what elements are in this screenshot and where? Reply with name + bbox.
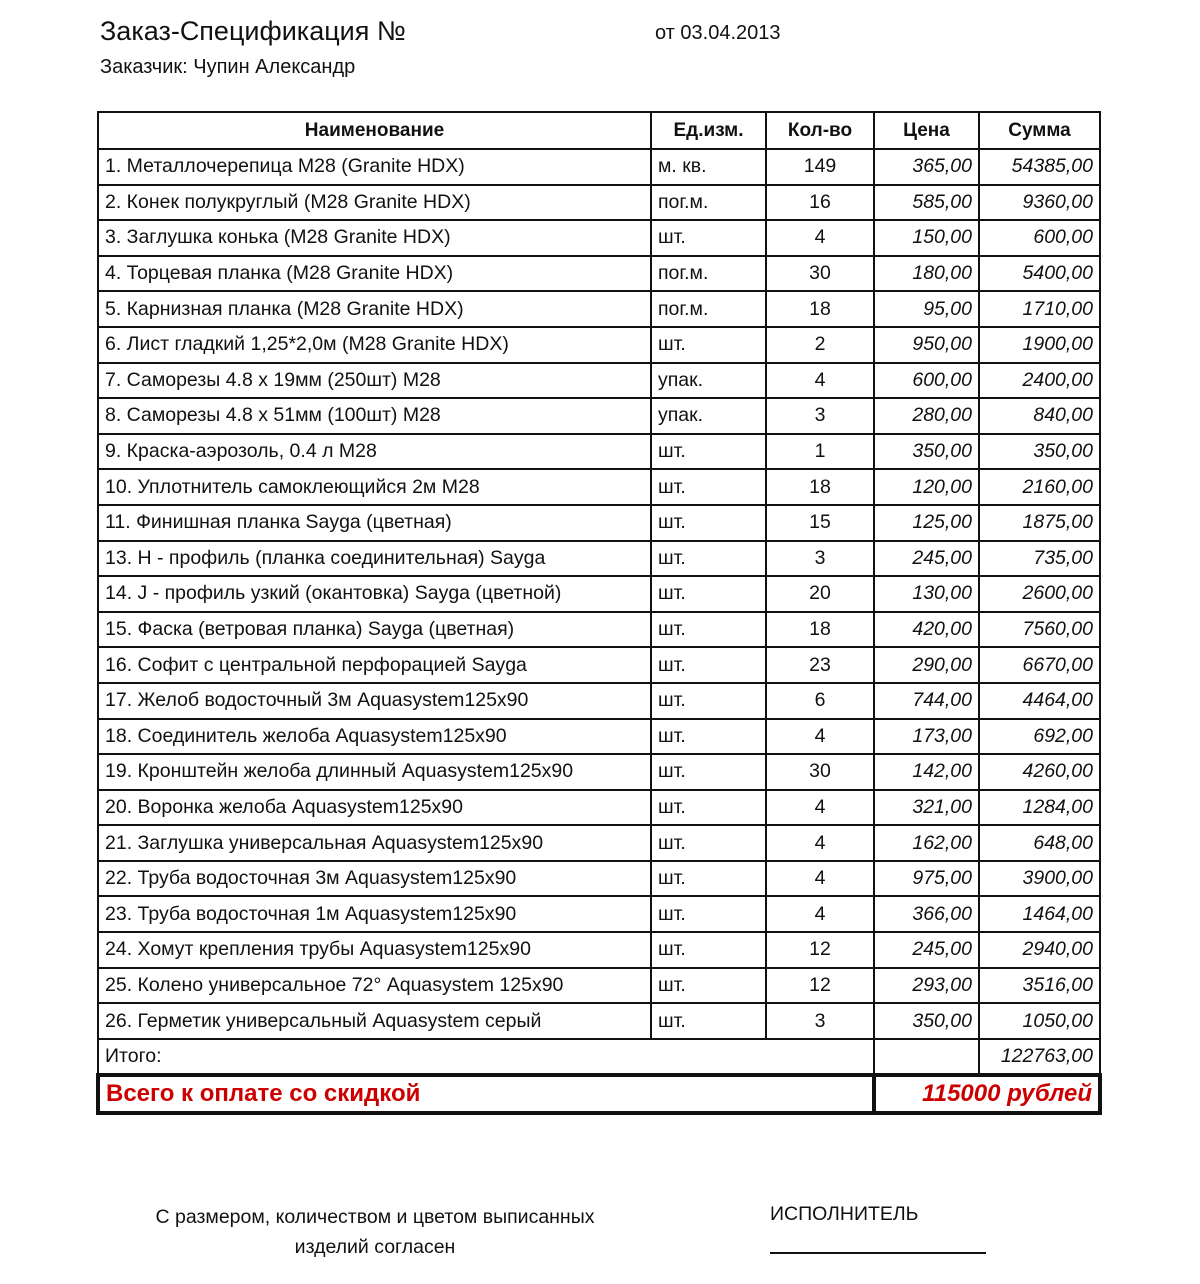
table-row <box>98 1003 1100 1039</box>
table-row <box>98 932 1100 968</box>
table-row <box>98 398 1100 434</box>
item-qty: 1 <box>766 434 874 470</box>
total-row <box>98 1039 1100 1076</box>
item-price: 95,00 <box>874 291 979 327</box>
item-unit: шт. <box>651 220 766 256</box>
item-unit: шт. <box>651 541 766 577</box>
item-sum: 2400,00 <box>979 363 1100 399</box>
item-price: 120,00 <box>874 469 979 505</box>
table-body <box>98 149 1100 1039</box>
item-qty: 18 <box>766 469 874 505</box>
item-price: 600,00 <box>874 363 979 399</box>
item-qty: 18 <box>766 612 874 648</box>
table-row <box>98 434 1100 470</box>
item-name: 11. Финишная планка Sayga (цветная) <box>98 505 651 541</box>
item-name: 26. Герметик универсальный Aquasystem серый <box>98 1003 651 1039</box>
table-row <box>98 861 1100 897</box>
item-name: 21. Заглушка универсальная Aquasystem125x90 <box>98 825 651 861</box>
item-qty: 4 <box>766 825 874 861</box>
item-unit: пог.м. <box>651 291 766 327</box>
item-name: 7. Саморезы 4.8 х 19мм (250шт) М28 <box>98 363 651 399</box>
item-qty: 3 <box>766 1003 874 1039</box>
column-header-unit: Ед.изм. <box>651 112 766 149</box>
item-unit: шт. <box>651 647 766 683</box>
item-sum: 2600,00 <box>979 576 1100 612</box>
item-name: 3. Заглушка конька (М28 Granite HDX) <box>98 220 651 256</box>
item-unit: упак. <box>651 398 766 434</box>
table-row <box>98 291 1100 327</box>
table-row <box>98 149 1100 185</box>
item-unit: пог.м. <box>651 185 766 221</box>
item-qty: 3 <box>766 398 874 434</box>
item-unit: шт. <box>651 434 766 470</box>
item-sum: 840,00 <box>979 398 1100 434</box>
item-name: 25. Колено универсальное 72° Aquasystem 125x90 <box>98 968 651 1004</box>
item-unit: шт. <box>651 469 766 505</box>
item-sum: 1875,00 <box>979 505 1100 541</box>
item-sum: 4260,00 <box>979 754 1100 790</box>
item-sum: 1050,00 <box>979 1003 1100 1039</box>
item-unit: шт. <box>651 754 766 790</box>
item-unit: шт. <box>651 790 766 826</box>
table-row <box>98 647 1100 683</box>
column-header-price: Цена <box>874 112 979 149</box>
item-name: 20. Воронка желоба Aquasystem125x90 <box>98 790 651 826</box>
item-name: 15. Фаска (ветровая планка) Sayga (цветная) <box>98 612 651 648</box>
total-label: Итого: <box>98 1039 766 1076</box>
table-row <box>98 683 1100 719</box>
table-row <box>98 896 1100 932</box>
item-sum: 54385,00 <box>979 149 1100 185</box>
item-qty: 4 <box>766 861 874 897</box>
item-name: 2. Конек полукруглый (М28 Granite HDX) <box>98 185 651 221</box>
item-sum: 6670,00 <box>979 647 1100 683</box>
customer-name: Заказчик: Чупин Александр <box>100 56 356 78</box>
discount-value: 115000 рублей <box>874 1075 1100 1113</box>
item-unit: шт. <box>651 612 766 648</box>
item-name: 23. Труба водосточная 1м Aquasystem125x90 <box>98 896 651 932</box>
discount-row <box>98 1075 1100 1113</box>
table-row <box>98 505 1100 541</box>
item-sum: 7560,00 <box>979 612 1100 648</box>
signature-line <box>770 1252 986 1254</box>
executor-label: ИСПОЛНИТЕЛЬ <box>770 1203 919 1225</box>
total-spacer <box>766 1039 874 1076</box>
item-unit: шт. <box>651 1003 766 1039</box>
table-row <box>98 541 1100 577</box>
item-price: 290,00 <box>874 647 979 683</box>
item-sum: 1710,00 <box>979 291 1100 327</box>
item-sum: 5400,00 <box>979 256 1100 292</box>
document-title: Заказ-Спецификация № <box>100 16 406 46</box>
table-row <box>98 754 1100 790</box>
table-row <box>98 576 1100 612</box>
item-name: 8. Саморезы 4.8 х 51мм (100шт) М28 <box>98 398 651 434</box>
item-unit: шт. <box>651 861 766 897</box>
item-qty: 23 <box>766 647 874 683</box>
table-row <box>98 790 1100 826</box>
agreement-text <box>120 1202 630 1262</box>
item-sum: 1284,00 <box>979 790 1100 826</box>
item-sum: 9360,00 <box>979 185 1100 221</box>
column-header-qty: Кол-во <box>766 112 874 149</box>
item-unit: шт. <box>651 932 766 968</box>
item-price: 245,00 <box>874 932 979 968</box>
item-unit: шт. <box>651 327 766 363</box>
item-price: 173,00 <box>874 719 979 755</box>
item-unit: шт. <box>651 968 766 1004</box>
item-sum: 600,00 <box>979 220 1100 256</box>
item-qty: 30 <box>766 256 874 292</box>
item-unit: пог.м. <box>651 256 766 292</box>
item-unit: шт. <box>651 896 766 932</box>
item-name: 18. Соединитель желоба Aquasystem125x90 <box>98 719 651 755</box>
item-sum: 648,00 <box>979 825 1100 861</box>
item-price: 125,00 <box>874 505 979 541</box>
item-qty: 30 <box>766 754 874 790</box>
item-qty: 149 <box>766 149 874 185</box>
item-unit: шт. <box>651 719 766 755</box>
item-name: 16. Софит с центральной перфорацией Sayga <box>98 647 651 683</box>
table-row <box>98 256 1100 292</box>
item-qty: 4 <box>766 790 874 826</box>
item-name: 9. Краска-аэрозоль, 0.4 л М28 <box>98 434 651 470</box>
item-qty: 15 <box>766 505 874 541</box>
item-price: 180,00 <box>874 256 979 292</box>
table-row <box>98 469 1100 505</box>
item-name: 17. Желоб водосточный 3м Aquasystem125x90 <box>98 683 651 719</box>
item-sum: 1900,00 <box>979 327 1100 363</box>
item-price: 365,00 <box>874 149 979 185</box>
table-row <box>98 363 1100 399</box>
item-name: 5. Карнизная планка (М28 Granite HDX) <box>98 291 651 327</box>
agreement-line-2: изделий согласен <box>294 1236 456 1258</box>
table-row <box>98 968 1100 1004</box>
column-header-name: Наименование <box>98 112 651 149</box>
table-row <box>98 220 1100 256</box>
total-value: 122763,00 <box>979 1039 1100 1076</box>
item-qty: 2 <box>766 327 874 363</box>
table-row <box>98 825 1100 861</box>
item-qty: 3 <box>766 541 874 577</box>
item-price: 950,00 <box>874 327 979 363</box>
item-qty: 4 <box>766 896 874 932</box>
item-sum: 2940,00 <box>979 932 1100 968</box>
item-qty: 4 <box>766 719 874 755</box>
item-price: 366,00 <box>874 896 979 932</box>
item-price: 142,00 <box>874 754 979 790</box>
item-qty: 20 <box>766 576 874 612</box>
item-name: 14. J - профиль узкий (окантовка) Sayga (цветной) <box>98 576 651 612</box>
item-price: 130,00 <box>874 576 979 612</box>
discount-label: Всего к оплате со скидкой <box>98 1075 874 1113</box>
table-header-row <box>98 112 1100 149</box>
item-price: 162,00 <box>874 825 979 861</box>
item-price: 280,00 <box>874 398 979 434</box>
item-name: 1. Металлочерепица М28 (Granite HDX) <box>98 149 651 185</box>
document-date: от 03.04.2013 <box>655 22 781 44</box>
agreement-line-1: С размером, количеством и цветом выписанных <box>155 1206 595 1228</box>
total-blank <box>874 1039 979 1076</box>
item-unit: м. кв. <box>651 149 766 185</box>
item-unit: шт. <box>651 825 766 861</box>
item-sum: 692,00 <box>979 719 1100 755</box>
item-price: 585,00 <box>874 185 979 221</box>
item-qty: 12 <box>766 968 874 1004</box>
item-qty: 4 <box>766 220 874 256</box>
item-price: 150,00 <box>874 220 979 256</box>
item-price: 420,00 <box>874 612 979 648</box>
item-name: 22. Труба водосточная 3м Aquasystem125x90 <box>98 861 651 897</box>
item-name: 13. Н - профиль (планка соединительная) Sayga <box>98 541 651 577</box>
item-unit: упак. <box>651 363 766 399</box>
table-row <box>98 612 1100 648</box>
item-unit: шт. <box>651 683 766 719</box>
specification-table <box>96 111 1102 1115</box>
column-header-sum: Сумма <box>979 112 1100 149</box>
item-qty: 6 <box>766 683 874 719</box>
item-unit: шт. <box>651 576 766 612</box>
table-row <box>98 327 1100 363</box>
item-qty: 16 <box>766 185 874 221</box>
item-price: 245,00 <box>874 541 979 577</box>
item-sum: 3516,00 <box>979 968 1100 1004</box>
item-sum: 350,00 <box>979 434 1100 470</box>
item-sum: 735,00 <box>979 541 1100 577</box>
item-price: 321,00 <box>874 790 979 826</box>
item-name: 6. Лист гладкий 1,25*2,0м (М28 Granite HDX) <box>98 327 651 363</box>
item-name: 4. Торцевая планка (М28 Granite HDX) <box>98 256 651 292</box>
item-sum: 4464,00 <box>979 683 1100 719</box>
item-name: 10. Уплотнитель самоклеющийся 2м М28 <box>98 469 651 505</box>
item-qty: 4 <box>766 363 874 399</box>
item-price: 350,00 <box>874 434 979 470</box>
item-price: 350,00 <box>874 1003 979 1039</box>
item-sum: 1464,00 <box>979 896 1100 932</box>
item-sum: 3900,00 <box>979 861 1100 897</box>
item-qty: 12 <box>766 932 874 968</box>
item-unit: шт. <box>651 505 766 541</box>
item-qty: 18 <box>766 291 874 327</box>
item-name: 19. Кронштейн желоба длинный Aquasystem125x90 <box>98 754 651 790</box>
item-sum: 2160,00 <box>979 469 1100 505</box>
item-price: 744,00 <box>874 683 979 719</box>
item-price: 975,00 <box>874 861 979 897</box>
item-price: 293,00 <box>874 968 979 1004</box>
table-row <box>98 185 1100 221</box>
table-row <box>98 719 1100 755</box>
item-name: 24. Хомут крепления трубы Aquasystem125x90 <box>98 932 651 968</box>
